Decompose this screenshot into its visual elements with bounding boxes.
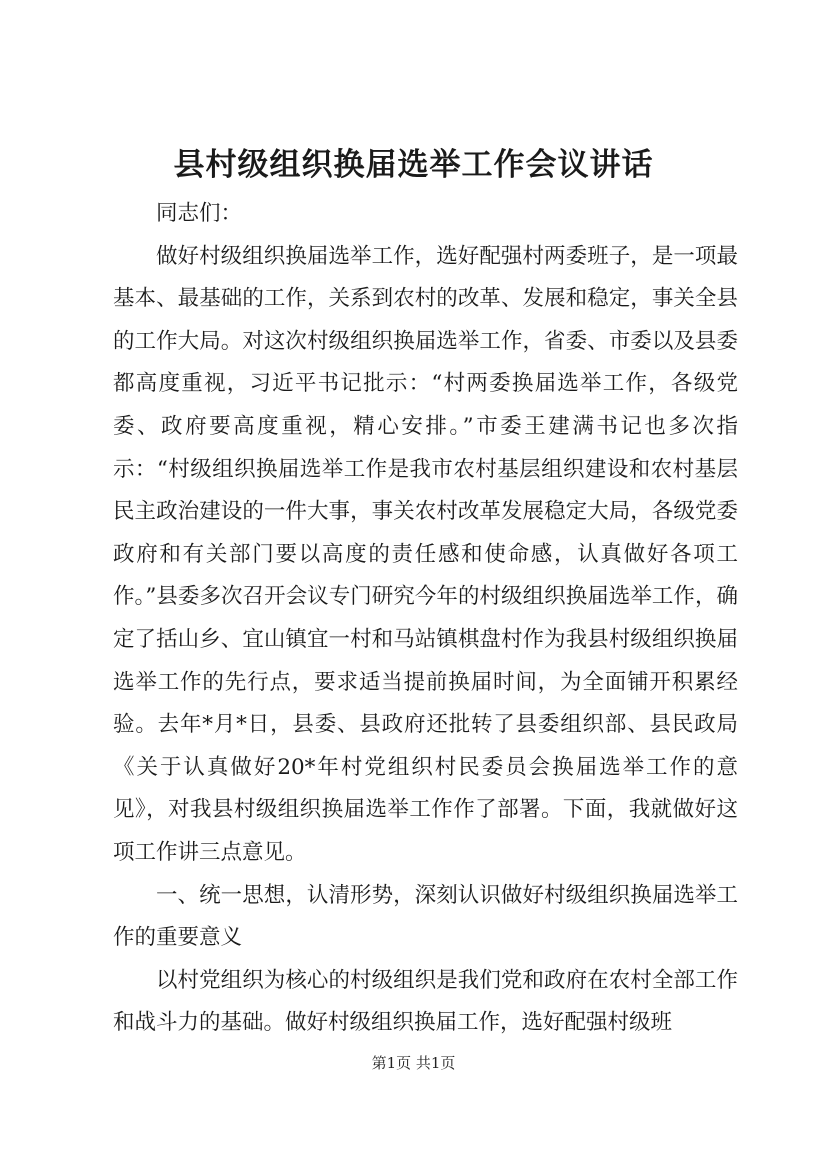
document-body bbox=[113, 193, 738, 1045]
page-footer bbox=[0, 1053, 827, 1073]
document-title: 县村级组织换届选举工作会议讲话 bbox=[173, 147, 654, 183]
page-number-label: 第1页 共1页 bbox=[371, 1054, 456, 1072]
paragraph-intro: 做好村级组织换届选举工作，选好配强村两委班子，是一项最基本、最基础的工作，关系到农村的改革、发展和稳定，事关全县的工作大局。对这次村级组织换届选举工作，省委、市委以及县委都高度重视，习近平书记批示：“村两委换届选举工作，各级党委、政府要高度重视，精心安排。”市委王建满书记也多次指示：“村级组织换届选举工作是我市农村基层组织建设和农村基层民主政治建设的一件大事，事关农村改革发展稳定大局，各级党委政府和有关部门要以高度的责任感和使命感，认真做好各项工作。”县委多次召开会议专门研究今年的村级组织换届选举工作，确定了括山乡、宜山镇宜一村和马站镇棋盘村作为我县村级组织换届选举工作的先行点，要求适当提前换届时间，为全面铺开积累经验。去年*月*日，县委、县政府还批转了县委组织部、县民政局《关于认真做好20*年村党组织村民委员会换届选举工作的意见》，对我县村级组织换届选举工作作了部署。下面，我就做好这项工作讲三点意见。 bbox=[113, 243, 738, 865]
paragraph-section-1: 以村党组织为核心的村级组织是我们党和政府在农村全部工作和战斗力的基础。做好村级组织换届工作，选好配强村级班 bbox=[113, 967, 738, 1036]
section-heading-1: 一、统一思想，认清形势，深刻认识做好村级组织换届选举工作的重要意义 bbox=[113, 882, 738, 951]
salutation: 同志们： bbox=[156, 201, 243, 226]
